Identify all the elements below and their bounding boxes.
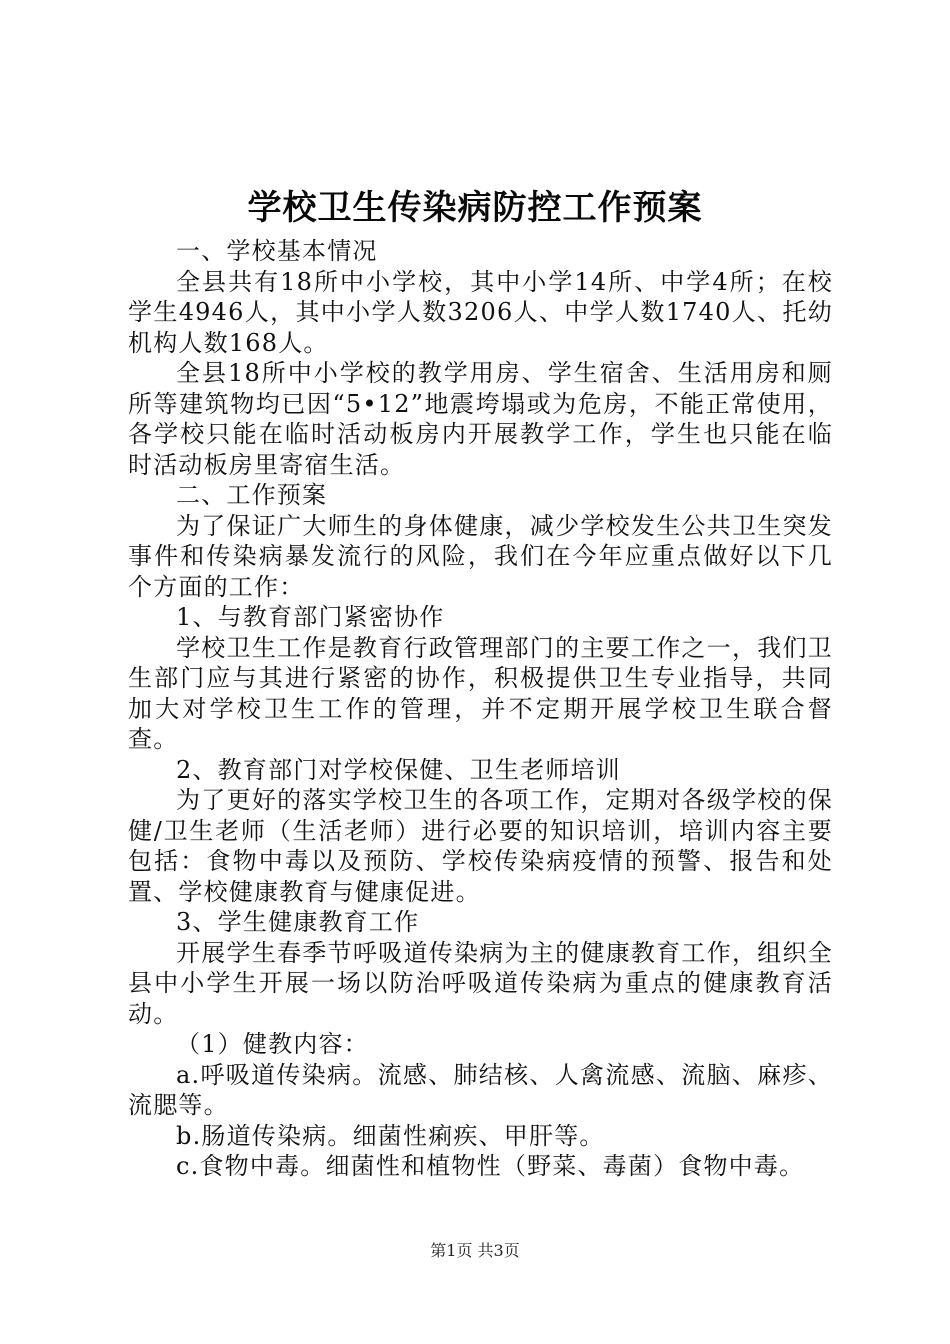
list-item-food-poisoning: c.食物中毒。细菌性和植物性（野菜、毒菌）食物中毒。	[176, 1152, 805, 1180]
paragraph-school-statistics: 全县共有18所中小学校，其中小学14所、中学4所；在校学生4946人，其中小学人数3206人、中学人数1740人、托幼机构人数168人。	[128, 267, 833, 357]
subheading-health-education: 3、学生健康教育工作	[176, 908, 420, 936]
list-item-respiratory: a.呼吸道传染病。流感、肺结核、人禽流感、流脑、麻疹、流腮等。	[128, 1060, 833, 1119]
subheading-education-cooperation: 1、与教育部门紧密协作	[176, 603, 445, 631]
section-heading-basic-info: 一、学校基本情况	[176, 237, 378, 265]
section-heading-work-plan: 二、工作预案	[176, 481, 328, 509]
document-body	[128, 236, 833, 1182]
paragraph-teacher-training: 为了更好的落实学校卫生的各项工作，定期对各级学校的保健/卫生老师（生活老师）进行必要的知识培训，培训内容主要包括：食物中毒以及预防、学校传染病疫情的预警、报告和处置、学校健康教育与健康促进。	[128, 786, 833, 906]
subheading-education-content: （1）健教内容：	[176, 1030, 369, 1058]
paragraph-education-cooperation: 学校卫生工作是教育行政管理部门的主要工作之一，我们卫生部门应与其进行紧密的协作，积极提供卫生专业指导，共同加大对学校卫生工作的管理，并不定期开展学校卫生联合督查。	[128, 633, 833, 753]
list-item-intestinal: b.肠道传染病。细菌性痢疾、甲肝等。	[176, 1121, 605, 1150]
paragraph-building-status: 全县18所中小学校的教学用房、学生宿舍、生活用房和厕所等建筑物均已因“5•12”地震垮塌或为危房，不能正常使用，各学校只能在临时活动板房内开展教学工作，学生也只能在临时活动板房里寄宿生活。	[128, 359, 833, 479]
page-footer: 第1页 共3页	[430, 1241, 520, 1260]
paragraph-plan-intro: 为了保证广大师生的身体健康，减少学校发生公共卫生突发事件和传染病暴发流行的风险，我们在今年应重点做好以下几个方面的工作：	[128, 511, 833, 601]
subheading-teacher-training: 2、教育部门对学校保健、卫生老师培训	[176, 755, 621, 784]
document-title: 学校卫生传染病防控工作预案	[247, 188, 703, 228]
paragraph-health-education: 开展学生春季节呼吸道传染病为主的健康教育工作，组织全县中小学生开展一场以防治呼吸道传染病为重点的健康教育活动。	[128, 938, 833, 1028]
